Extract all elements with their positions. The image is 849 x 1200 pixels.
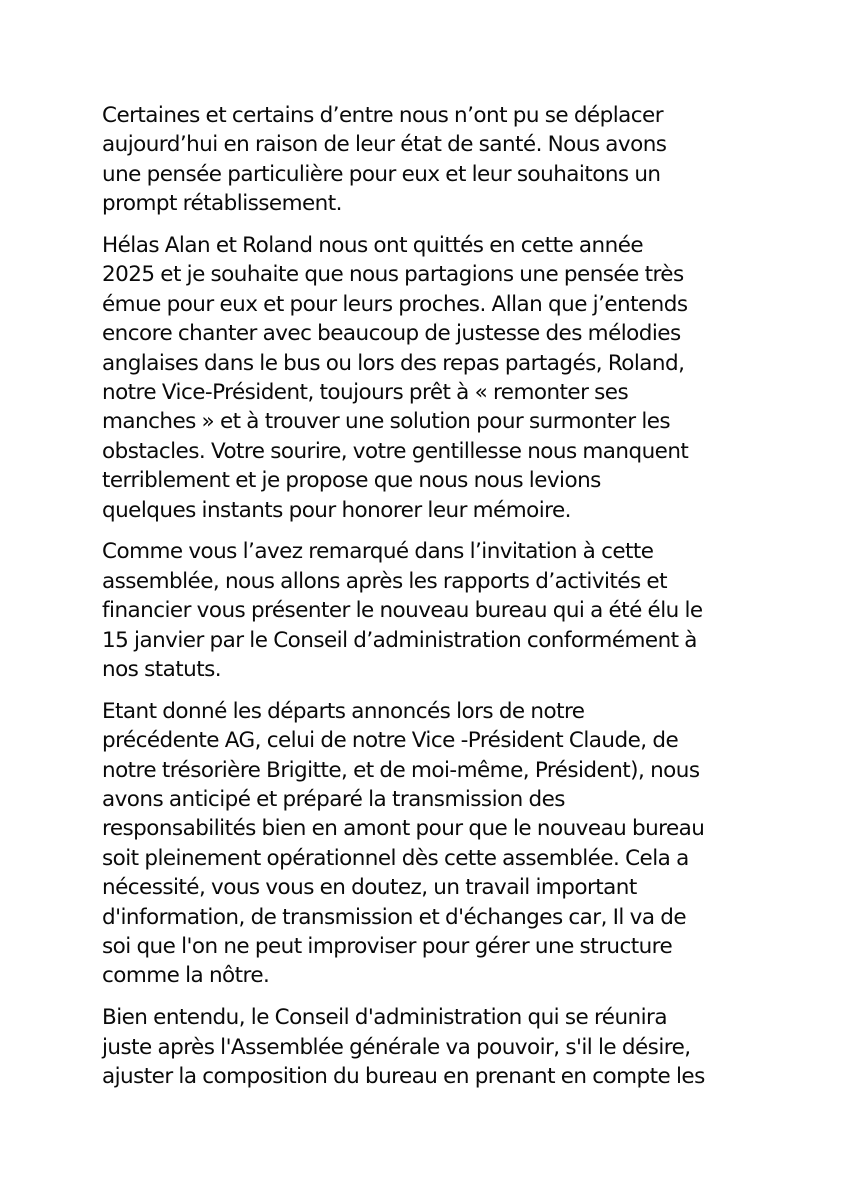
text-line: soit pleinement opérationnel dès cette assemblée. Cela a: [102, 845, 689, 871]
text-line: 2025 et je souhaite que nous partagions une pensée très: [102, 262, 684, 288]
text-line: nos statuts.: [102, 657, 222, 683]
paragraph-board-adjustment: [102, 1003, 782, 1091]
text-line: ajuster la composition du bureau en prenant en compte les: [102, 1064, 705, 1090]
paragraph-health-wishes: [102, 101, 782, 219]
text-line: Hélas Alan et Roland nous ont quittés en cette année: [102, 233, 644, 259]
text-line: d'information, de transmission et d'échanges car, Il va de: [102, 904, 686, 930]
text-line: terriblement et je propose que nous nous levions: [102, 468, 601, 494]
text-line: avons anticipé et préparé la transmission des: [102, 787, 565, 813]
text-line: quelques instants pour honorer leur mémoire.: [102, 497, 571, 523]
text-line: Comme vous l’avez remarqué dans l’invitation à cette: [102, 539, 654, 565]
text-line: aujourd’hui en raison de leur état de santé. Nous avons: [102, 132, 667, 158]
text-line: 15 janvier par le Conseil d’administration conformément à: [102, 627, 697, 653]
document-body: [102, 101, 782, 1104]
text-line: encore chanter avec beaucoup de justesse des mélodies: [102, 321, 681, 347]
paragraph-tribute: [102, 231, 782, 525]
text-line: notre trésorière Brigitte, et de moi-même, Président), nous: [102, 757, 700, 783]
text-line: assemblée, nous allons après les rapports d’activités et: [102, 568, 667, 594]
text-line: nécessité, vous vous en doutez, un travail important: [102, 875, 637, 901]
text-line: notre Vice-Président, toujours prêt à « remonter ses: [102, 380, 629, 406]
text-line: soi que l'on ne peut improviser pour gérer une structure: [102, 934, 673, 960]
text-line: émue pour eux et pour leurs proches. Allan que j’entends: [102, 291, 688, 317]
text-line: Certaines et certains d’entre nous n’ont pu se déplacer: [102, 103, 663, 128]
text-line: juste après l'Assemblée générale va pouvoir, s'il le désire,: [102, 1034, 691, 1060]
text-line: Etant donné les départs annoncés lors de notre: [102, 698, 585, 724]
text-line: précédente AG, celui de notre Vice -Président Claude, de: [102, 728, 679, 754]
text-line: une pensée particulière pour eux et leur souhaitons un: [102, 161, 661, 187]
text-line: manches » et à trouver une solution pour surmonter les: [102, 409, 671, 435]
text-line: comme la nôtre.: [102, 963, 270, 989]
text-line: Bien entendu, le Conseil d'administration qui se réunira: [102, 1005, 667, 1031]
text-line: financier vous présenter le nouveau bureau qui a été élu le: [102, 598, 703, 624]
text-line: prompt rétablissement.: [102, 191, 342, 217]
text-line: anglaises dans le bus ou lors des repas partagés, Roland,: [102, 350, 685, 376]
text-line: responsabilités bien en amont pour que le nouveau bureau: [102, 816, 705, 842]
text-line: obstacles. Votre sourire, votre gentillesse nous manquent: [102, 438, 689, 464]
paragraph-new-bureau: [102, 537, 782, 684]
paragraph-transition: [102, 697, 782, 991]
